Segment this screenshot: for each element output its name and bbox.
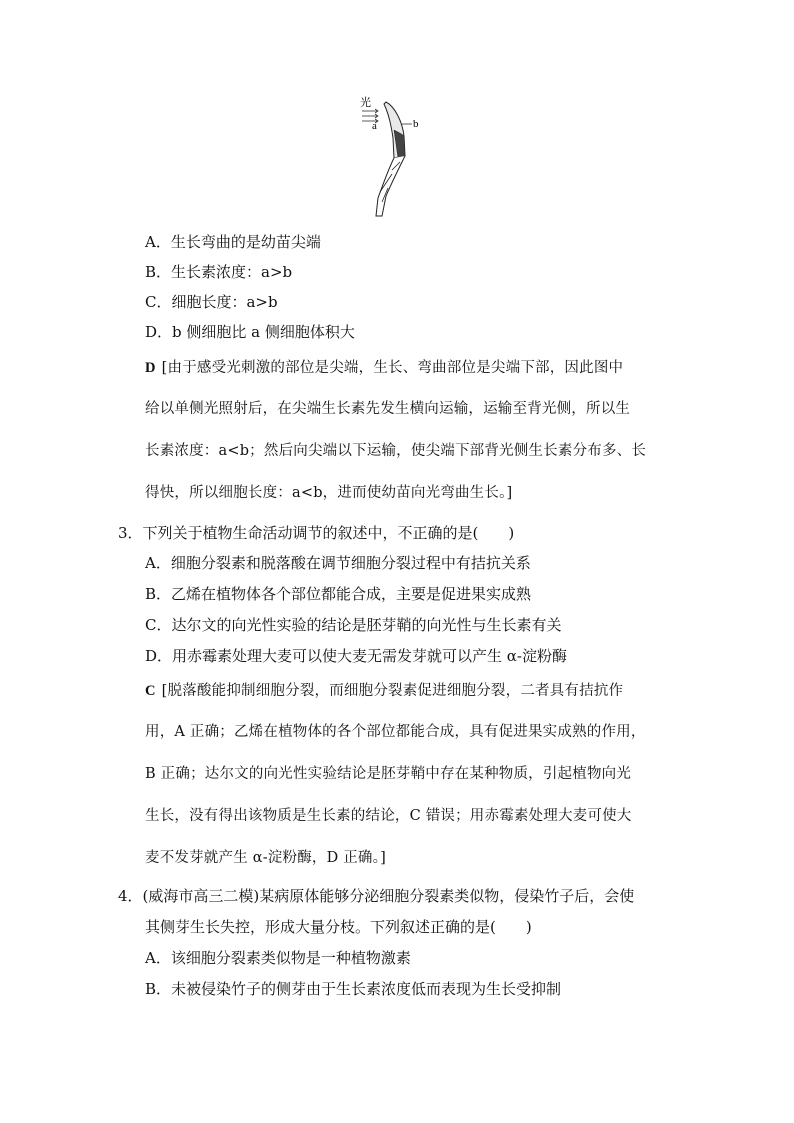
q4-option-a: A．该细胞分裂素类似物是一种植物激素	[145, 949, 411, 967]
q4-stem-line-1: 4．(威海市高三二模)某病原体能够分泌细胞分裂素类似物，侵染竹子后，会使	[118, 887, 635, 905]
q3-option-a: A．细胞分裂素和脱落酸在调节细胞分裂过程中有拮抗关系	[145, 554, 531, 572]
q3-answer-line-1: C [脱落酸能抑制细胞分裂，而细胞分裂素促进细胞分裂，二者具有拮抗作	[145, 683, 624, 699]
q3-answer-line-2: 用，A 正确；乙烯在植物体的各个部位都能合成，具有促进果实成熟的作用，	[145, 724, 646, 740]
q3-option-d: D．用赤霉素处理大麦可以使大麦无需发芽就可以产生 α-淀粉酶	[145, 647, 567, 665]
q4-stem-line-2: 其侧芽生长失控，形成大量分枝。下列叙述正确的是( )	[145, 918, 532, 936]
q2-answer-line-3: 长素浓度：a<b；然后向尖端以下运输，使尖端下部背光侧生长素分布多、长	[145, 443, 647, 459]
q2-option-a: A．生长弯曲的是幼苗尖端	[145, 233, 321, 251]
q2-answer-line-2: 给以单侧光照射后，在尖端生长素先发生横向运输，运输至背光侧，所以生	[145, 401, 631, 417]
q2-option-d: D．b 侧细胞比 a 侧细胞体积大	[145, 323, 355, 341]
q2-answer-key: D	[145, 360, 156, 376]
q2-answer-line-1: D [由于感受光刺激的部位是尖端，生长、弯曲部位是尖端下部，因此图中	[145, 360, 624, 376]
q3-option-c: C．达尔文的向光性实验的结论是胚芽鞘的向光性与生长素有关	[145, 616, 562, 634]
q3-answer-line-4: 生长，没有得出该物质是生长素的结论，C 错误；用赤霉素处理大麦可使大	[145, 808, 632, 824]
q3-stem: 3．下列关于植物生命活动调节的叙述中，不正确的是( )	[118, 524, 515, 542]
q3-answer-line-3: B 正确；达尔文的向光性实验结论是胚芽鞘中存在某种物质，引起植物向光	[145, 766, 632, 782]
light-label: 光	[360, 96, 371, 109]
q3-option-b: B．乙烯在植物体各个部位都能合成，主要是促进果实成熟	[145, 585, 532, 603]
seedling-figure	[358, 92, 430, 224]
q2-option-c: C．细胞长度：a>b	[145, 293, 278, 311]
b-label: b	[413, 118, 419, 130]
q3-answer-key: C	[145, 683, 156, 699]
q3-answer-line-5: 麦不发芽就产生 α-淀粉酶，D 正确。]	[145, 850, 386, 866]
q2-option-b: B．生长素浓度：a>b	[145, 263, 293, 281]
seedling-shoot	[376, 102, 412, 216]
a-label: a	[372, 120, 377, 132]
q2-answer-line-4: 得快，所以细胞长度：a<b，进而使幼苗向光弯曲生长。]	[145, 485, 513, 501]
q4-option-b: B．未被侵染竹子的侧芽由于生长素浓度低而表现为生长受抑制	[145, 980, 562, 998]
